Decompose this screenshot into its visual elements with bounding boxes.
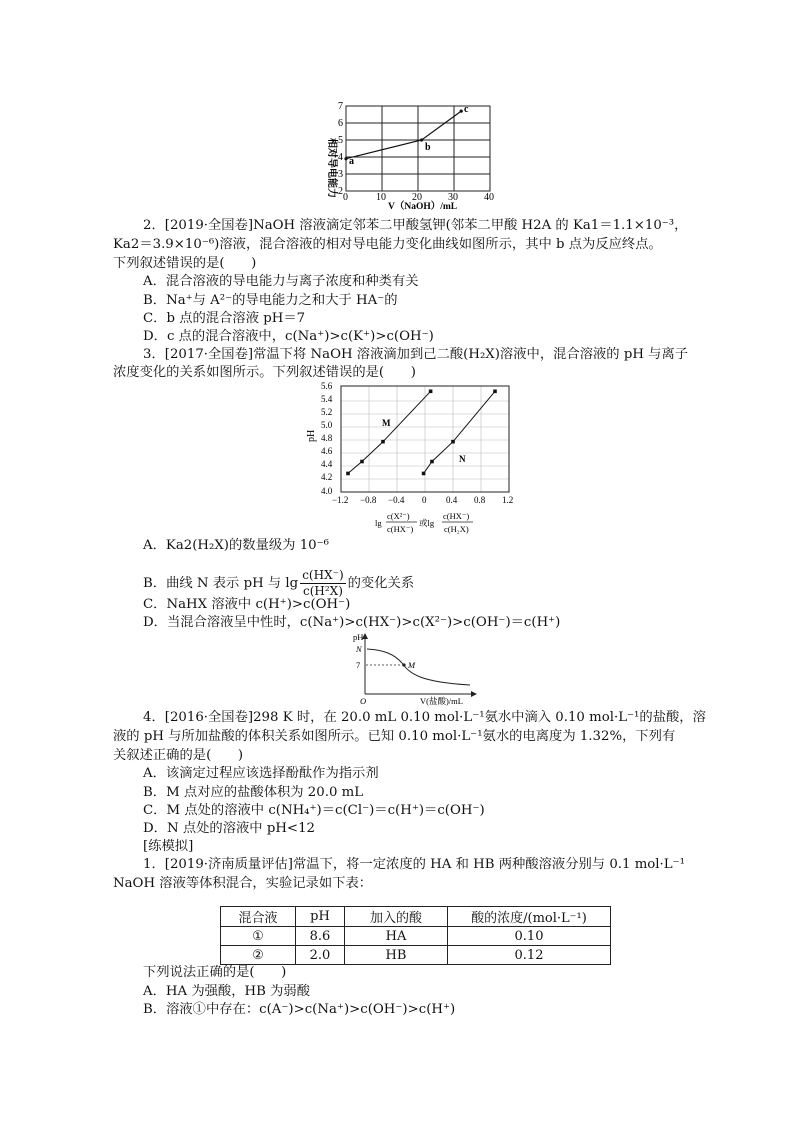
q3-option-c: C．NaHX 溶液中 c(H⁺)>c(OH⁻): [143, 597, 351, 612]
data-point: [360, 460, 364, 464]
point-b-label: b: [425, 142, 431, 153]
experiment-table: [220, 906, 611, 965]
q3-option-a: A．Ka2(H₂X)的数量级为 10⁻⁶: [143, 538, 329, 553]
table-header-row: [221, 907, 611, 927]
y-tick: 4: [338, 152, 343, 163]
q2-stem-line2: Ka2＝3.9×10⁻⁶)溶液，混合溶液的相对导电能力变化曲线如图所示，其中 b 点为反应终点。: [113, 237, 662, 252]
x-caption-f1-num: c(X²⁻): [387, 511, 410, 521]
table-cell: ②: [221, 946, 296, 965]
q3-stem-line1: 3．[2017·全国卷]常温下将 NaOH 溶液滴加到己二酸(H₂X)溶液中，混合溶液的 pH 与离子: [143, 347, 689, 362]
q2-option-a: A．混合溶液的导电能力与离子浓度和种类有关: [143, 274, 419, 289]
q4-option-b: B．M 点对应的盐酸体积为 20.0 mL: [143, 785, 364, 800]
x-tick: 20: [412, 192, 422, 203]
table-header: 酸的浓度/(mol·L⁻¹): [448, 907, 611, 927]
section-heading: [练模拟]: [143, 839, 194, 854]
y-tick: 5.6: [321, 381, 333, 391]
m1-stem-line2: NaOH 溶液等体积混合，实验记录如下表：: [113, 876, 373, 891]
x-tick: 0.8: [474, 495, 486, 505]
m1-question: 下列说法正确的是( ): [143, 965, 287, 980]
data-point: [460, 110, 463, 113]
y-tick: 3: [338, 169, 343, 180]
y-tick: 5.2: [321, 407, 333, 417]
table-cell: 8.6: [296, 927, 345, 946]
table-cell: HB: [345, 946, 448, 965]
origin-label: O: [360, 696, 367, 706]
x-caption-f2-num: c(HX⁻): [443, 511, 470, 521]
table-cell: 0.10: [448, 927, 611, 946]
y-tick: 6: [338, 118, 343, 129]
q4-option-c: C．M 点处的溶液中 c(NH₄⁺)＝c(Cl⁻)＝c(H⁺)＝c(OH⁻): [143, 803, 485, 818]
q3-option-d: D．当混合溶液呈中性时，c(Na⁺)>c(HX⁻)>c(X²⁻)>c(OH⁻)＝c(H⁺): [143, 615, 561, 630]
data-point: [493, 390, 497, 394]
x-tick: −1.2: [332, 495, 349, 505]
y-axis-label: pH: [306, 429, 317, 442]
q4-stem-line1: 4．[2016·全国卷]298 K 时，在 20.0 mL 0.10 mol·L⁻¹氨水中滴入 0.10 mol·L⁻¹的盐酸，溶: [143, 710, 706, 725]
ph-lg-figure: [305, 380, 515, 538]
q3-option-b-suffix: 的变化关系: [347, 576, 415, 591]
x-tick: 40: [484, 192, 494, 203]
x-caption-f1-den: c(HX⁻): [387, 524, 414, 534]
q2-option-d: D．c 点的混合溶液中，c(Na⁺)>c(K⁺)>c(OH⁻): [143, 329, 434, 344]
data-point: [381, 440, 385, 444]
x-caption-lg: lg: [375, 518, 382, 528]
y-tick: 5.4: [321, 394, 333, 404]
y-tick: 2: [338, 186, 343, 197]
fraction-denominator: c(H²X): [302, 584, 343, 598]
table-header: pH: [296, 907, 345, 927]
m1-stem-line1: 1．[2019·济南质量评估]常温下，将一定浓度的 HA 和 HB 两种酸溶液分别与 0.1 mol·L⁻¹: [143, 857, 685, 872]
q4-option-a: A．该滴定过程应该选择酚酞作为指示剂: [143, 766, 379, 781]
x-tick: 10: [376, 192, 386, 203]
data-point: [429, 390, 433, 394]
data-point: [430, 460, 434, 464]
table-header: 混合液: [221, 907, 296, 927]
table-cell: HA: [345, 927, 448, 946]
x-axis-label: V（NaOH）/mL: [388, 202, 458, 210]
q2-stem-line3: 下列叙述错误的是( ): [113, 256, 257, 271]
y-axis-label: pH: [353, 632, 364, 642]
y-tick: 7: [338, 101, 343, 112]
data-point: [420, 138, 423, 141]
x-tick: 30: [448, 192, 458, 203]
q2-stem-line1: 2．[2019·全国卷]NaOH 溶液滴定邻苯二甲酸氢钾(邻苯二甲酸 H2A 的 Ka1＝1.1×10⁻³，: [143, 218, 688, 233]
m1-option-a: A．HA 为强酸，HB 为弱酸: [143, 984, 310, 999]
y-axis-label: 相对导电能力: [326, 138, 337, 198]
q2-option-c: C．b 点的混合溶液 pH＝7: [143, 311, 306, 326]
q2-option-b: B．Na⁺与 A²⁻的导电能力之和大于 HA⁻的: [143, 293, 398, 308]
point-n-label: N: [356, 644, 362, 654]
y-tick: 4.2: [321, 472, 333, 482]
data-point: [344, 157, 347, 160]
x-tick: 0.4: [446, 495, 458, 505]
q4-option-d: D．N 点处的溶液中 pH<12: [143, 821, 315, 836]
point-c-label: c: [464, 104, 469, 115]
data-point: [346, 472, 350, 476]
table-row: [221, 927, 611, 946]
table-cell: 2.0: [296, 946, 345, 965]
x-tick: 0: [422, 495, 427, 505]
fraction-numerator: c(HX⁻): [302, 568, 344, 582]
curve-n-label: N: [459, 454, 466, 464]
x-caption-f2-den: c(H₂X): [444, 524, 469, 534]
table-row: [221, 946, 611, 965]
conductivity-figure: [318, 98, 508, 210]
ph7-label: 7: [356, 660, 361, 670]
q4-stem-line2: 液的 pH 与所加盐酸的体积关系如图所示。已知 0.10 mol·L⁻¹氨水的电离度为 1.32%，下列有: [113, 729, 676, 744]
x-caption-or: 或lg: [419, 518, 435, 528]
point-m-label: M: [408, 660, 416, 670]
titration-figure: [340, 630, 480, 708]
x-tick: 0: [343, 192, 348, 203]
y-tick: 5.0: [321, 420, 333, 430]
y-tick: 4.8: [321, 433, 333, 443]
point-a-label: a: [349, 156, 354, 167]
curve-m-label: M: [382, 418, 391, 428]
y-tick: 4.0: [321, 486, 333, 496]
q3-option-b-prefix: B．曲线 N 表示 pH 与 lg: [143, 576, 299, 591]
y-tick: 4.4: [321, 459, 333, 469]
x-tick: −0.4: [388, 495, 405, 505]
data-point: [422, 472, 426, 476]
q3-stem-line2: 浓度变化的关系如图所示。下列叙述错误的是( ): [113, 365, 416, 380]
conductivity-line: [346, 111, 461, 159]
x-tick: −0.8: [360, 495, 377, 505]
data-point: [451, 440, 455, 444]
table-header: 加入的酸: [345, 907, 448, 927]
y-tick: 5: [338, 135, 343, 146]
q4-stem-line3: 关叙述正确的是( ): [113, 748, 244, 763]
x-tick: 1.2: [502, 495, 514, 505]
table-cell: 0.12: [448, 946, 611, 965]
y-tick: 4.6: [321, 446, 333, 456]
x-axis-label: V(盐酸)/mL: [420, 696, 463, 706]
table-cell: ①: [221, 927, 296, 946]
m1-option-b: B．溶液①中存在：c(A⁻)>c(Na⁺)>c(OH⁻)>c(H⁺): [143, 1002, 456, 1017]
